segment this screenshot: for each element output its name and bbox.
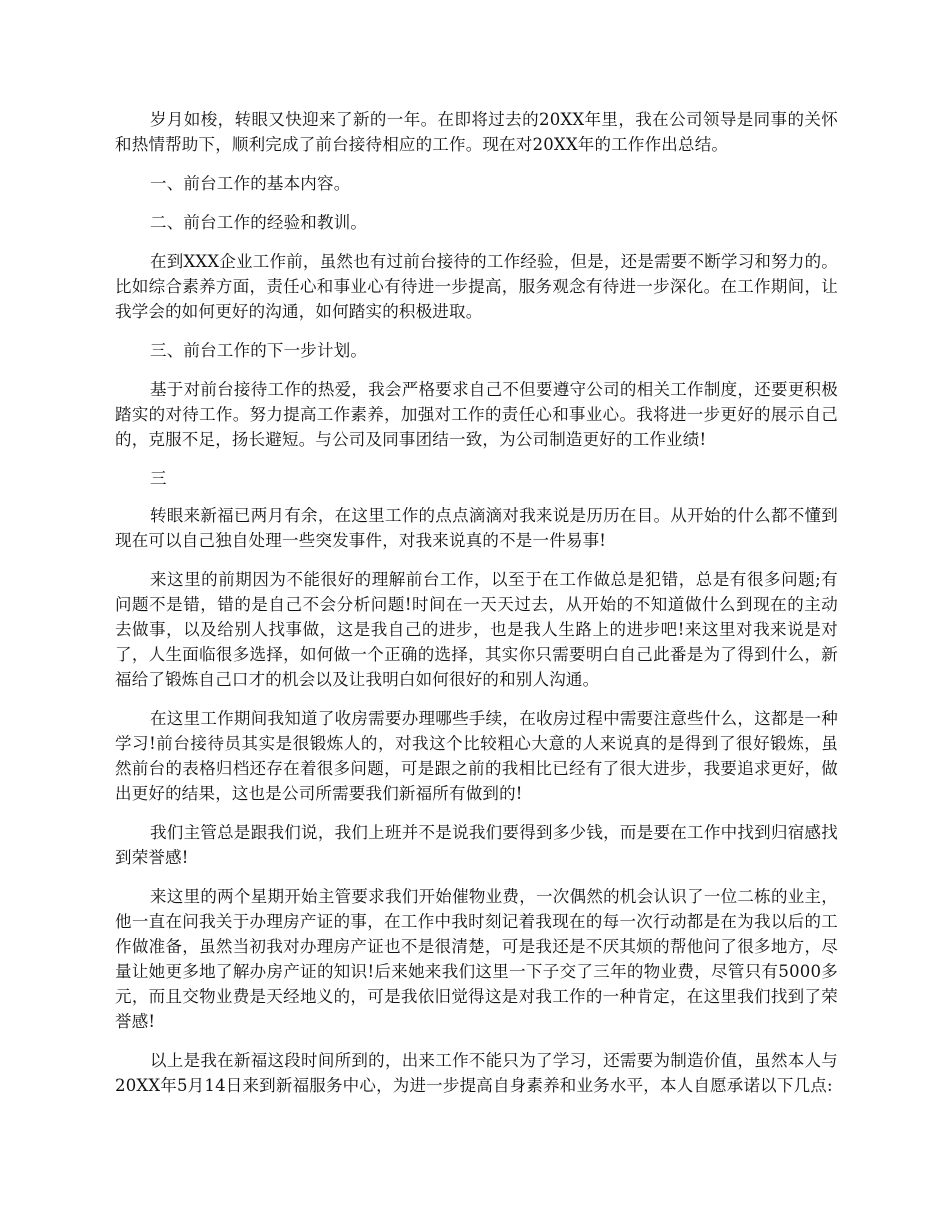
paragraph-supervisor: 我们主管总是跟我们说，我们上班并不是说我们要得到多少钱，而是要在工作中找到归宿感找到荣誉感! [115, 823, 838, 867]
paragraph-early-period: 来这里的前期因为不能很好的理解前台工作，以至于在工作做总是犯错，总是有很多问题;有问题不是错，错的是自己不会分析问题!时间在一天天过去，从开始的不知道做什么到现在的主动去做事，以及给别人找事做，这是我自己的进步，也是我人生路上的进步吧!来这里对我来说是对了，人生面临很多选择，如何做一个正确的选择，其实你只需要明白自己此番是为了得到什么，新福给了锻炼自己口才的机会以及让我明白如何很好的和别人沟通。 [115, 570, 838, 689]
paragraph-property-fee: 来这里的两个星期开始主管要求我们开始催物业费，一次偶然的机会认识了一位二栋的业主，他一直在问我关于办理房产证的事，在工作中我时刻记着我现在的每一次行动都是在为我以后的工作做准备，虽然当初我对办理房产证也不是很清楚，可是我还是不厌其烦的帮他问了很多地方，尽量让她更多地了解办房产证的知识!后来她来我们这里一下子交了三年的物业费，尽管只有5000多元，而且交物业费是天经地义的，可是我依旧觉得这是对我工作的一种肯定，在这里我们找到了荣誉感! [115, 887, 838, 1031]
heading-next-plan: 三、前台工作的下一步计划。 [150, 341, 368, 360]
paragraph-experience: 在到XXX企业工作前，虽然也有过前台接待的工作经验，但是，还是需要不断学习和努力的。比如综合素养方面，责任心和事业心有待进一步提高，服务观念有待进一步深化。在工作期间，让我学会的如何更好的沟通，如何踏实的积极进取。 [115, 252, 838, 321]
paragraph-commitment: 以上是我在新福这段时间所到的，出来工作不能只为了学习，还需要为制造价值，虽然本人与20XX年5月14日来到新福服务中心，为进一步提高自身素养和业务水平，本人自愿承诺以下几点: [115, 1051, 838, 1095]
section-marker: 三 [150, 469, 167, 488]
heading-experience: 二、前台工作的经验和教训。 [150, 213, 368, 232]
paragraph-learning: 在这里工作期间我知道了收房需要办理哪些手续，在收房过程中需要注意些什么，这都是一种学习!前台接待员其实是很锻炼人的，对我这个比较粗心大意的人来说真的是得到了很好锻炼，虽然前台的表格归档还存在着很多问题，可是跟之前的我相比已经有了很大进步，我要追求更好，做出更好的结果，这也是公司所需要我们新福所有做到的! [115, 709, 838, 803]
paragraph-next-plan: 基于对前台接待工作的热爱，我会严格要求自己不但要遵守公司的相关工作制度，还要更积极踏实的对待工作。努力提高工作素养，加强对工作的责任心和事业心。我将进一步更好的展示自己的，克服不足，扬长避短。与公司及同事团结一致，为公司制造更好的工作业绩! [115, 380, 838, 449]
paragraph-intro: 岁月如梭，转眼又快迎来了新的一年。在即将过去的20XX年里，我在公司领导是同事的关怀和热情帮助下，顺利完成了前台接待相应的工作。现在对20XX年的工作作出总结。 [115, 110, 838, 154]
paragraph-two-months: 转眼来新福已两月有余，在这里工作的点点滴滴对我来说是历历在目。从开始的什么都不懂到现在可以自己独自处理一些突发事件，对我来说真的不是一件易事! [115, 506, 838, 550]
heading-basic-content: 一、前台工作的基本内容。 [150, 174, 351, 193]
